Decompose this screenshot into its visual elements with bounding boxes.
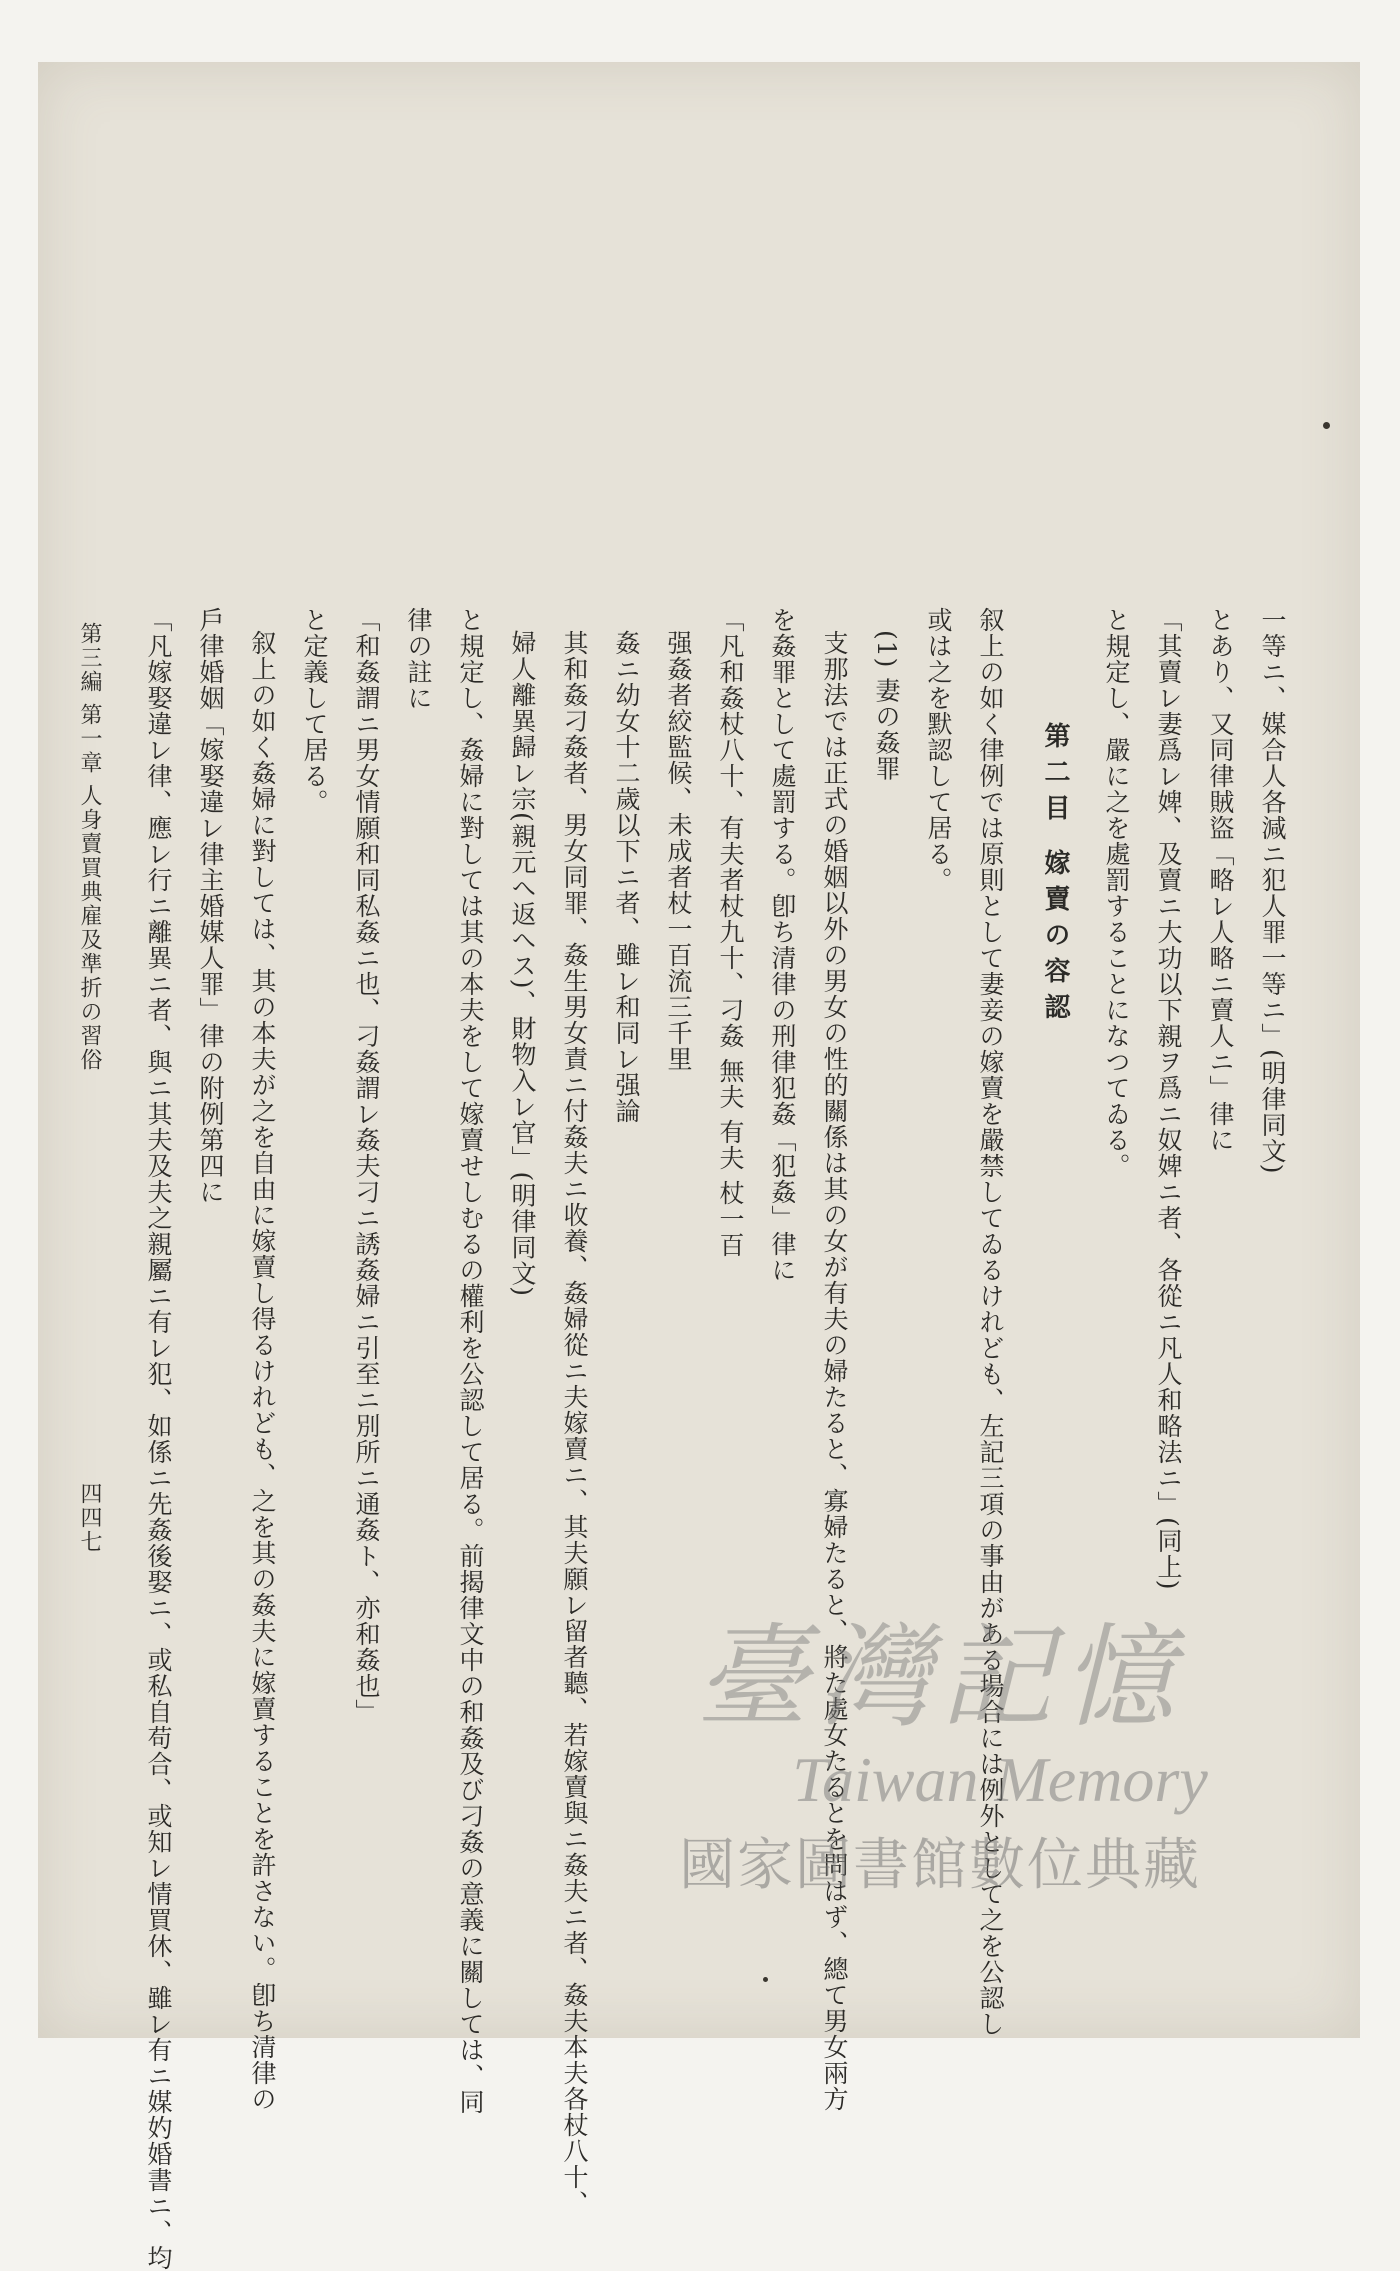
text-line-21: 戶律婚姻「嫁娶違レ律主婚媒人罪」律の附例第四に	[196, 607, 225, 1205]
quote-line-6: 「和姦謂ニ男女情願和同私姦ニ也、刁姦謂レ姦夫刁ニ誘姦婦ニ引至ニ別所ニ通姦ト、亦和姦也」	[352, 607, 381, 1725]
section-heading: 第二目 嫁賣の容認	[1040, 722, 1070, 1030]
text-line-9: 支那法では正式の婚姻以外の男女の性的關係は其の女が有夫の婦たると、寡婦たると、將た處女たるとを問はず、總て男女兩方	[820, 630, 849, 2112]
text-line-7: 或は之を默認して居る。	[924, 607, 953, 893]
dust-speck	[1323, 422, 1330, 429]
text-line-20: 叙上の如く姦婦に對しては、其の本夫が之を自由に嫁賣し得るけれども、之を其の姦夫に嫁賣することを許さない。卽ち清律の	[248, 630, 277, 2112]
text-line-4: と規定し、嚴に之を處罰することになつてゐる。	[1102, 607, 1131, 1179]
quote-line-1: 「凡和姦杖八十、有夫者杖九十、刁姦 無夫 有夫 杖一百	[716, 607, 745, 1258]
scanned-page	[38, 62, 1360, 2271]
watermark-chinese: 臺灣記憶	[696, 1613, 1184, 1743]
text-line-16: と規定し、姦婦に對しては其の本夫をして嫁賣せしむるの權利を公認して居る。前揭律文中の和姦及び刁姦の意義に關しては、同	[456, 607, 485, 2115]
text-line-6: 叙上の如く律例では原則として妻妾の嫁賣を嚴禁してゐるけれども、左記三項の事由がある場合には例外として之を公認し	[976, 607, 1005, 2037]
text-line-10: を姦罪として處罰する。卽ち清律の刑律犯姦「犯姦」律に	[768, 607, 797, 1283]
text-line-1: 一等ニ、媒合人各減ニ犯人罪一等ニ」(明律同文)	[1258, 607, 1287, 1175]
quote-line-4: 其和姦刁姦者、男女同罪、姦生男女責ニ付姦夫ニ收養、姦婦從ニ夫嫁賣ニ、其夫願レ留者聽、若嫁賣與ニ姦夫ニ者、姦夫本夫各杖八十、	[560, 630, 589, 2216]
quote-line-5: 婦人離異歸レ宗(親元へ返へス)、財物入レ官」(明律同文)	[508, 630, 537, 1298]
text-line-17: 律の註に	[404, 607, 433, 711]
quote-line-2: 强姦者絞監候、未成者杖一百流三千里	[664, 630, 693, 1072]
page-body	[38, 62, 1360, 2271]
watermark-english: Taiwan Memory	[792, 1744, 1208, 1815]
quote-line-7: 「凡嫁娶違レ律、應レ行ニ離異ニ者、與ニ其夫及夫之親屬ニ有レ犯、如係ニ先姦後娶ニ、或私自苟合、或知レ情買休、雖レ有ニ媒妁婚書ニ、均	[144, 607, 173, 2271]
dust-speck	[763, 1977, 768, 1982]
watermark-subtitle: 國家圖書館數位典藏	[679, 1833, 1201, 1898]
page-number: 四四七	[77, 1482, 102, 1554]
quote-line-3: 姦ニ幼女十二歲以下ニ者、雖レ和同レ强論	[612, 630, 641, 1124]
text-line-2: とあり、又同律賊盜「略レ人略ニ賣人ニ」律に	[1206, 607, 1235, 1153]
running-head: 第三編 第一章 人身賣買典雇及準折の習俗	[77, 622, 102, 1072]
subsection-heading: (1) 妻の姦罪	[872, 630, 901, 782]
text-line-19: と定義して居る。	[300, 607, 329, 815]
text-line-3: 「其賣レ妻爲レ婢、及賣ニ大功以下親ヲ爲ニ奴婢ニ者、各從ニ凡人和略法ニ」(同上)	[1154, 607, 1183, 1591]
